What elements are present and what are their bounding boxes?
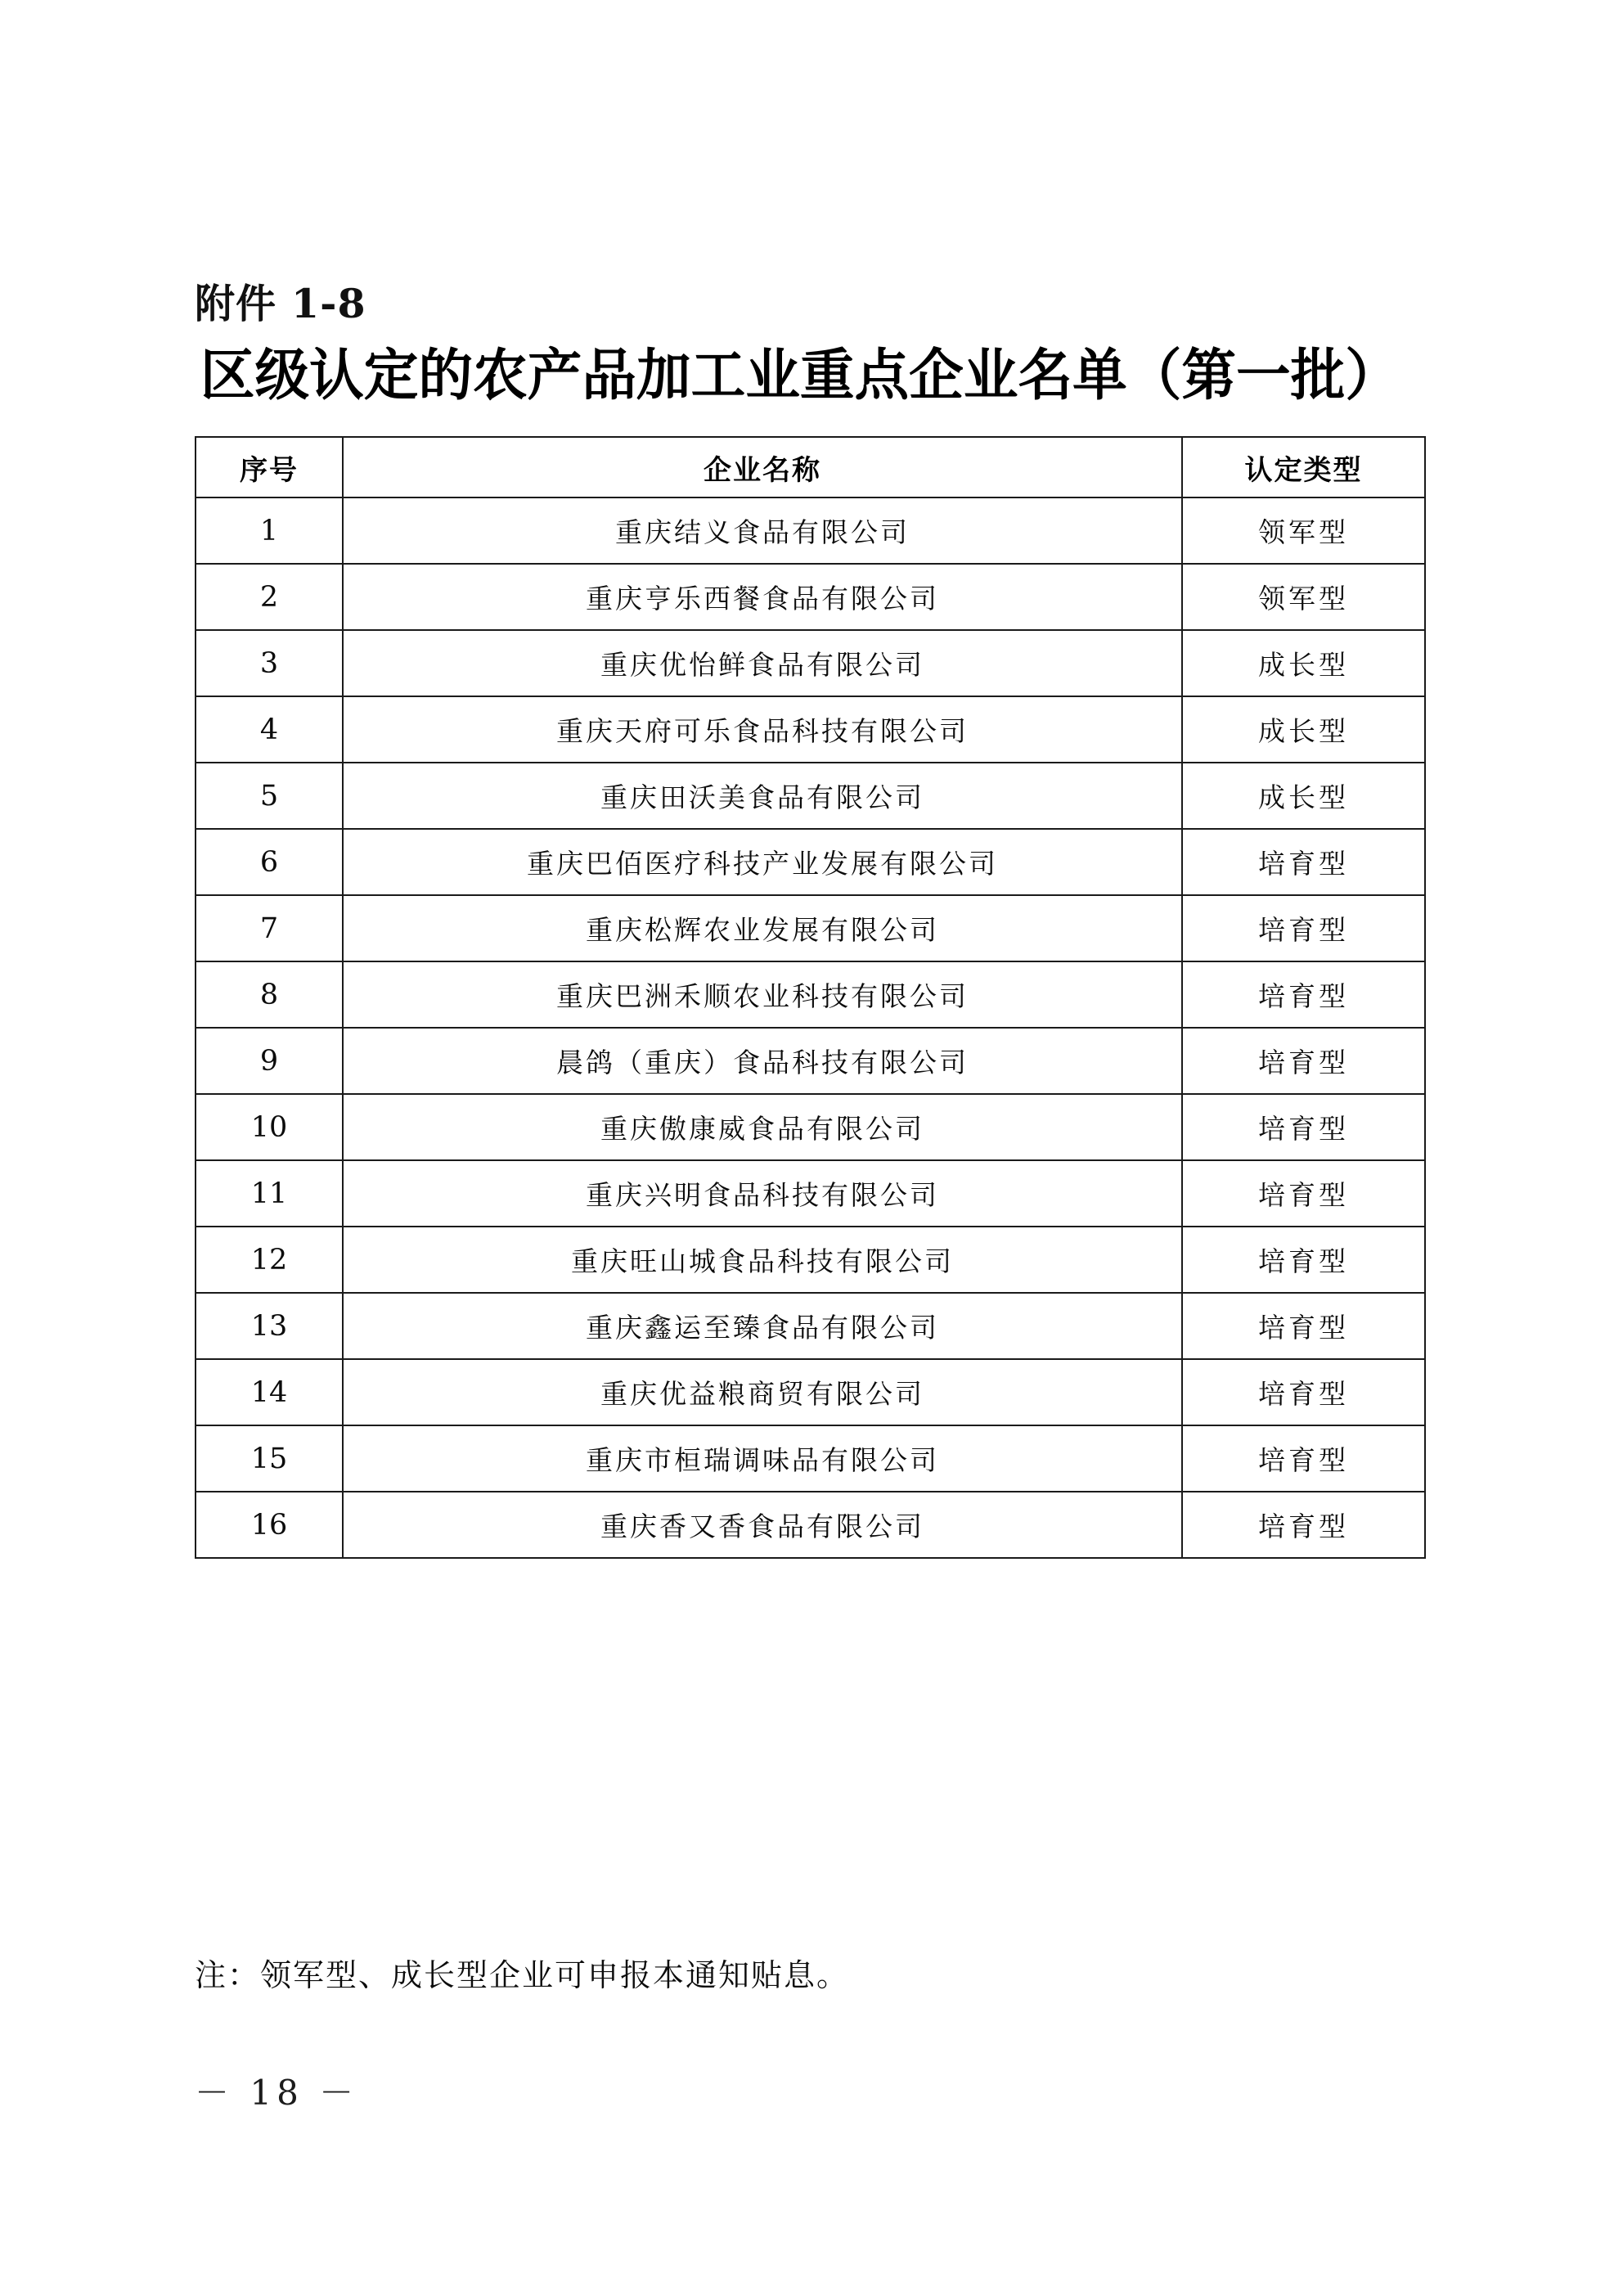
- table-header-row: [196, 437, 1425, 497]
- table-row: [196, 895, 1425, 961]
- cell-enterprise-name: 重庆天府可乐食品科技有限公司: [343, 696, 1182, 763]
- cell-recognition-type: 培育型: [1182, 895, 1425, 961]
- cell-seq: 2: [196, 564, 343, 630]
- column-header-seq: 序号: [196, 437, 343, 497]
- cell-seq: 6: [196, 829, 343, 895]
- table-row: [196, 696, 1425, 763]
- cell-seq: 15: [196, 1425, 343, 1492]
- cell-seq: 11: [196, 1160, 343, 1227]
- table-row: [196, 961, 1425, 1028]
- cell-recognition-type: 培育型: [1182, 1094, 1425, 1160]
- table-body: [196, 497, 1425, 1558]
- cell-recognition-type: 成长型: [1182, 630, 1425, 696]
- cell-enterprise-name: 重庆田沃美食品有限公司: [343, 763, 1182, 829]
- cell-seq: 13: [196, 1293, 343, 1359]
- cell-recognition-type: 成长型: [1182, 696, 1425, 763]
- cell-enterprise-name: 重庆松辉农业发展有限公司: [343, 895, 1182, 961]
- table-row: [196, 1425, 1425, 1492]
- enterprise-table-container: [195, 436, 1424, 1559]
- cell-seq: 3: [196, 630, 343, 696]
- cell-seq: 9: [196, 1028, 343, 1094]
- table-row: [196, 497, 1425, 564]
- table-row: [196, 763, 1425, 829]
- cell-enterprise-name: 晨鸽（重庆）食品科技有限公司: [343, 1028, 1182, 1094]
- cell-recognition-type: 领军型: [1182, 497, 1425, 564]
- page-number: － 18 －: [195, 2073, 359, 2113]
- table-row: [196, 630, 1425, 696]
- table-row: [196, 829, 1425, 895]
- cell-enterprise-name: 重庆优怡鲜食品有限公司: [343, 630, 1182, 696]
- cell-recognition-type: 培育型: [1182, 1293, 1425, 1359]
- cell-enterprise-name: 重庆市桓瑞调味品有限公司: [343, 1425, 1182, 1492]
- cell-enterprise-name: 重庆香又香食品有限公司: [343, 1492, 1182, 1558]
- table-row: [196, 1492, 1425, 1558]
- page-title: 区级认定的农产品加工业重点企业名单（第一批）: [200, 343, 1400, 408]
- cell-enterprise-name: 重庆亨乐西餐食品有限公司: [343, 564, 1182, 630]
- cell-seq: 14: [196, 1359, 343, 1425]
- cell-seq: 4: [196, 696, 343, 763]
- cell-recognition-type: 成长型: [1182, 763, 1425, 829]
- cell-seq: 5: [196, 763, 343, 829]
- cell-enterprise-name: 重庆结义食品有限公司: [343, 497, 1182, 564]
- cell-seq: 10: [196, 1094, 343, 1160]
- cell-enterprise-name: 重庆巴佰医疗科技产业发展有限公司: [343, 829, 1182, 895]
- table-row: [196, 1293, 1425, 1359]
- enterprise-table: [195, 436, 1426, 1559]
- cell-enterprise-name: 重庆鑫运至臻食品有限公司: [343, 1293, 1182, 1359]
- cell-enterprise-name: 重庆兴明食品科技有限公司: [343, 1160, 1182, 1227]
- cell-enterprise-name: 重庆优益粮商贸有限公司: [343, 1359, 1182, 1425]
- table-row: [196, 564, 1425, 630]
- cell-seq: 1: [196, 497, 343, 564]
- cell-seq: 16: [196, 1492, 343, 1558]
- attachment-label: 附件 1-8: [195, 280, 366, 327]
- cell-recognition-type: 培育型: [1182, 1160, 1425, 1227]
- cell-recognition-type: 培育型: [1182, 1028, 1425, 1094]
- cell-recognition-type: 培育型: [1182, 1425, 1425, 1492]
- table-row: [196, 1160, 1425, 1227]
- footnote: 注：领军型、成长型企业可申报本通知贴息。: [195, 1957, 850, 1993]
- table-row: [196, 1028, 1425, 1094]
- cell-recognition-type: 培育型: [1182, 1492, 1425, 1558]
- table-row: [196, 1094, 1425, 1160]
- cell-recognition-type: 培育型: [1182, 829, 1425, 895]
- cell-enterprise-name: 重庆旺山城食品科技有限公司: [343, 1227, 1182, 1293]
- table-header: [196, 437, 1425, 497]
- cell-recognition-type: 领军型: [1182, 564, 1425, 630]
- cell-seq: 12: [196, 1227, 343, 1293]
- cell-seq: 7: [196, 895, 343, 961]
- cell-seq: 8: [196, 961, 343, 1028]
- cell-recognition-type: 培育型: [1182, 961, 1425, 1028]
- column-header-enterprise-name: 企业名称: [343, 437, 1182, 497]
- table-row: [196, 1359, 1425, 1425]
- cell-recognition-type: 培育型: [1182, 1359, 1425, 1425]
- cell-recognition-type: 培育型: [1182, 1227, 1425, 1293]
- cell-enterprise-name: 重庆傲康威食品有限公司: [343, 1094, 1182, 1160]
- table-row: [196, 1227, 1425, 1293]
- cell-enterprise-name: 重庆巴洲禾顺农业科技有限公司: [343, 961, 1182, 1028]
- column-header-recognition-type: 认定类型: [1182, 437, 1425, 497]
